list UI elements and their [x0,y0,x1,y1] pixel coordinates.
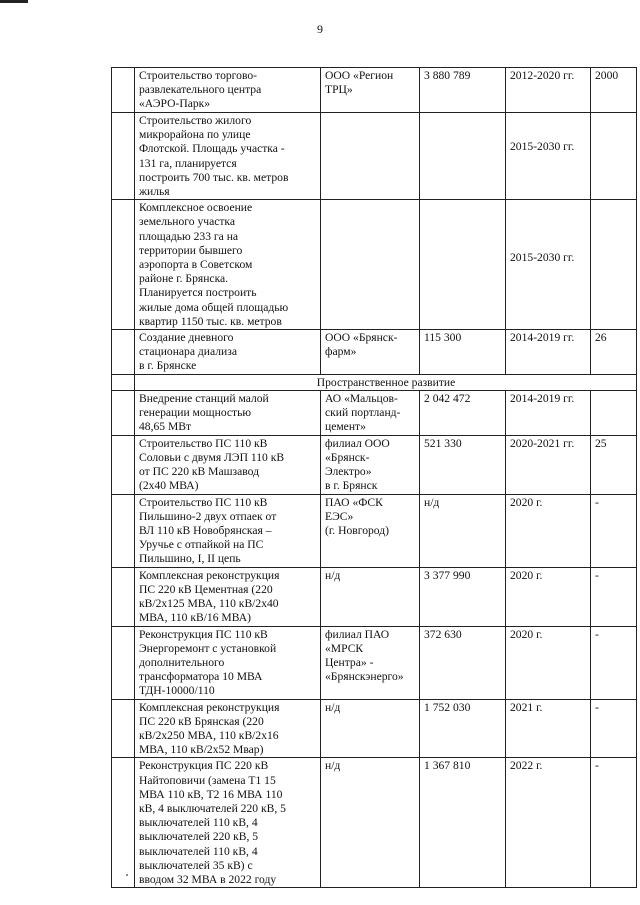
index-cell [112,330,135,375]
cost-cell: 521 330 [420,435,506,494]
cost-cell: 115 300 [420,330,506,375]
table-row [112,699,637,758]
organization-cell: АО «Мальцов- ский портланд- цемент» [321,390,420,435]
table-row [112,494,637,567]
organization-cell: филиал ООО «Брянск- Электро» в г. Брянск [321,435,420,494]
cost-cell [420,113,506,200]
page-number: 9 [317,22,323,36]
table-row [112,68,637,113]
project-name-cell: Реконструкция ПС 110 кВ Энергоремонт с установкой дополнительного трансформатора 10 МВА ТДН-10000/110 [135,626,321,699]
cost-cell: 1 752 030 [420,699,506,758]
index-cell [112,113,135,200]
organization-cell [321,113,420,200]
jobs-cell: - [591,567,637,626]
project-name-cell: Строительство ПС 110 кВ Пильшино-2 двух отпаек от ВЛ 110 кВ Новобрянская – Уручье с отпайкой на ПС Пильшино, I, II цепь [135,494,321,567]
table-row [112,626,637,699]
index-cell [112,567,135,626]
index-cell [112,200,135,330]
projects-table [111,67,637,888]
organization-cell: филиал ПАО «МРСК Центра» - «Брянскэнерго» [321,626,420,699]
period-cell: 2020-2021 гг. [506,435,591,494]
project-name-cell: Комплексное освоение земельного участка площадью 233 га на территории бывшего аэропорта в Советском районе г. Брянска. Планируется построить жилые дома общей площадью квартир 1150 тыс. кв. метров [135,200,321,330]
table-row [112,758,637,888]
section-heading: Пространственное развитие [135,374,637,390]
project-name-cell: Комплексная реконструкция ПС 220 кВ Брянская (220 кВ/2х250 МВА, 110 кВ/2х16 МВА, 110 кВ/2х52 Мвар) [135,699,321,758]
jobs-cell: - [591,699,637,758]
cost-cell: 1 367 810 [420,758,506,888]
scan-speck [126,874,128,876]
cost-cell [420,200,506,330]
cost-cell: 372 630 [420,626,506,699]
period-cell: 2015-2030 гг. [506,113,591,200]
index-cell [112,626,135,699]
period-cell: 2022 г. [506,758,591,888]
index-cell [112,390,135,435]
jobs-cell: 25 [591,435,637,494]
project-name-cell: Создание дневного стационара диализа в г. Брянске [135,330,321,375]
cost-cell: 2 042 472 [420,390,506,435]
jobs-cell: 26 [591,330,637,375]
index-cell [112,374,135,390]
jobs-cell [591,390,637,435]
index-cell [112,68,135,113]
organization-cell: ООО «Регион ТРЦ» [321,68,420,113]
organization-cell: ПАО «ФСК ЕЭС» (г. Новгород) [321,494,420,567]
organization-cell: н/д [321,758,420,888]
project-name-cell: Реконструкция ПС 220 кВ Найтоповичи (замена Т1 15 МВА 110 кВ, Т2 16 МВА 110 кВ, 4 выключателей 220 кВ, 5 выключателей 110 кВ, 4 выключателей 220 кВ, 5 выключателей 110 кВ, 4 выключателей 35 кВ) с вводом 32 МВА в 2022 году [135,758,321,888]
jobs-cell: - [591,626,637,699]
organization-cell [321,200,420,330]
jobs-cell [591,200,637,330]
jobs-cell: 2000 [591,68,637,113]
table-row [112,200,637,330]
index-cell [112,699,135,758]
period-cell: 2014-2019 гг. [506,390,591,435]
period-cell: 2012-2020 гг. [506,68,591,113]
table-row [112,113,637,200]
section-row [112,374,637,390]
jobs-cell: - [591,494,637,567]
period-cell: 2014-2019 гг. [506,330,591,375]
jobs-cell: - [591,758,637,888]
project-name-cell: Внедрение станций малой генерации мощностью 48,65 МВт [135,390,321,435]
organization-cell: н/д [321,567,420,626]
organization-cell: н/д [321,699,420,758]
jobs-cell [591,113,637,200]
index-cell [112,758,135,888]
scan-corner-mark [0,0,28,3]
project-name-cell: Комплексная реконструкция ПС 220 кВ Цементная (220 кВ/2х125 МВА, 110 кВ/2х40 МВА, 110 кВ/16 МВА) [135,567,321,626]
index-cell [112,494,135,567]
table-row [112,435,637,494]
cost-cell: 3 880 789 [420,68,506,113]
period-cell: 2015-2030 гг. [506,200,591,330]
period-cell: 2020 г. [506,567,591,626]
table-row [112,567,637,626]
period-cell: 2021 г. [506,699,591,758]
period-cell: 2020 г. [506,494,591,567]
cost-cell: 3 377 990 [420,567,506,626]
cost-cell: н/д [420,494,506,567]
table-row [112,330,637,375]
project-name-cell: Строительство жилого микрорайона по улице Флотской. Площадь участка - 131 га, планируется построить 700 тыс. кв. метров жилья [135,113,321,200]
index-cell [112,435,135,494]
project-name-cell: Строительство ПС 110 кВ Соловьи с двумя ЛЭП 110 кВ от ПС 220 кВ Машзавод (2х40 МВА) [135,435,321,494]
organization-cell: ООО «Брянск- фарм» [321,330,420,375]
project-name-cell: Строительство торгово- развлекательного центра «АЭРО-Парк» [135,68,321,113]
period-cell: 2020 г. [506,626,591,699]
table-row [112,390,637,435]
